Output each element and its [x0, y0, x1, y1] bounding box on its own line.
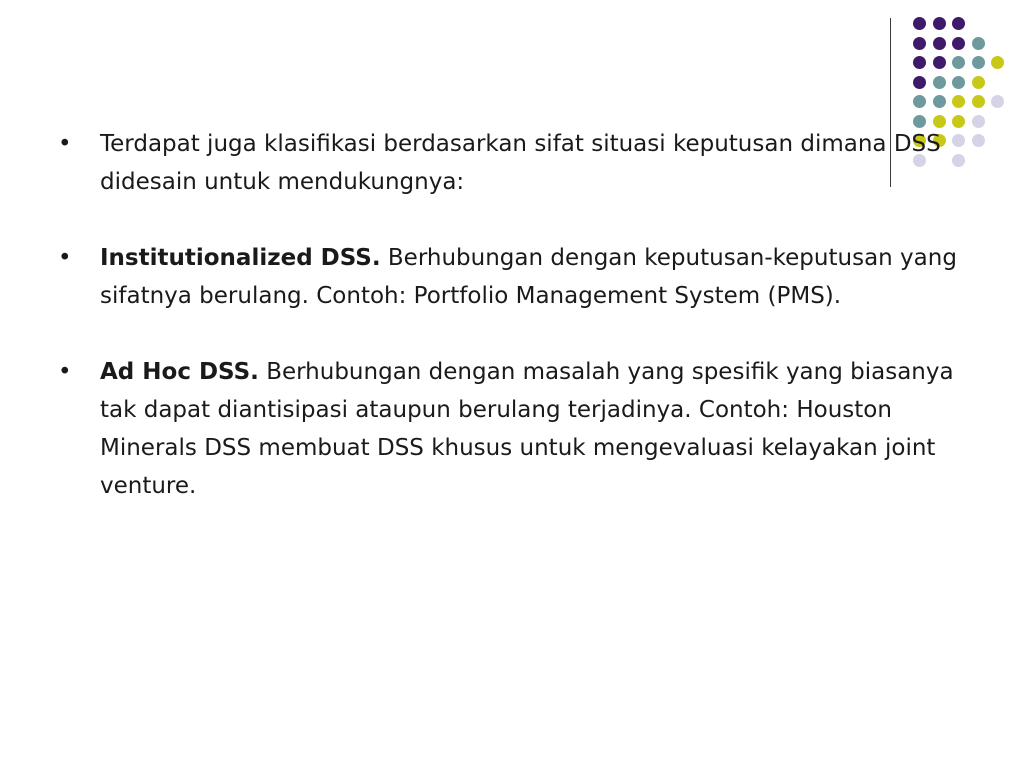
bullet-item-institutionalized-dss	[58, 239, 958, 315]
bullet-icon: •	[58, 359, 72, 385]
decorative-dot	[913, 37, 926, 50]
decorative-dot	[913, 76, 926, 89]
decorative-dot	[991, 56, 1004, 69]
decorative-dot	[972, 56, 985, 69]
bullet-item-intro	[58, 125, 958, 201]
bullet-item-ad-hoc-dss	[58, 353, 958, 505]
decorative-dot	[933, 37, 946, 50]
decorative-dot	[933, 56, 946, 69]
bullet-body: Berhubungan dengan keputusan-keputusan yang sifatnya berulang. Contoh: Portfolio Management System (PMS).	[100, 245, 957, 309]
decorative-dot	[913, 56, 926, 69]
bullet-list	[58, 125, 958, 543]
decorative-dot	[952, 95, 965, 108]
decorative-dot	[952, 37, 965, 50]
bullet-body: Terdapat juga klasifikasi berdasarkan sifat situasi keputusan dimana DSS didesain untuk mendukungnya:	[100, 131, 941, 195]
decorative-dot	[913, 95, 926, 108]
decorative-dot	[972, 115, 985, 128]
decorative-dot	[972, 95, 985, 108]
decorative-dot	[972, 134, 985, 147]
decorative-dot	[933, 17, 946, 30]
bullet-icon: •	[58, 131, 72, 157]
bullet-icon: •	[58, 245, 72, 271]
decorative-dot	[952, 56, 965, 69]
bullet-text	[100, 239, 958, 315]
decorative-dot	[952, 17, 965, 30]
decorative-dot	[933, 95, 946, 108]
bullet-term: Institutionalized DSS.	[100, 245, 381, 271]
decorative-dot	[991, 95, 1004, 108]
decorative-dot	[972, 37, 985, 50]
bullet-body: Berhubungan dengan masalah yang spesifik yang biasanya tak dapat diantisipasi ataupun berulang terjadinya. Contoh: Houston Minerals DSS membuat DSS khusus untuk mengevaluasi kelayakan joint venture.	[100, 359, 954, 499]
bullet-text	[100, 125, 958, 201]
decorative-dot	[972, 76, 985, 89]
bullet-term: Ad Hoc DSS.	[100, 359, 259, 385]
decorative-dot	[933, 76, 946, 89]
decorative-dot	[952, 76, 965, 89]
decorative-dot	[913, 17, 926, 30]
bullet-text	[100, 353, 958, 505]
